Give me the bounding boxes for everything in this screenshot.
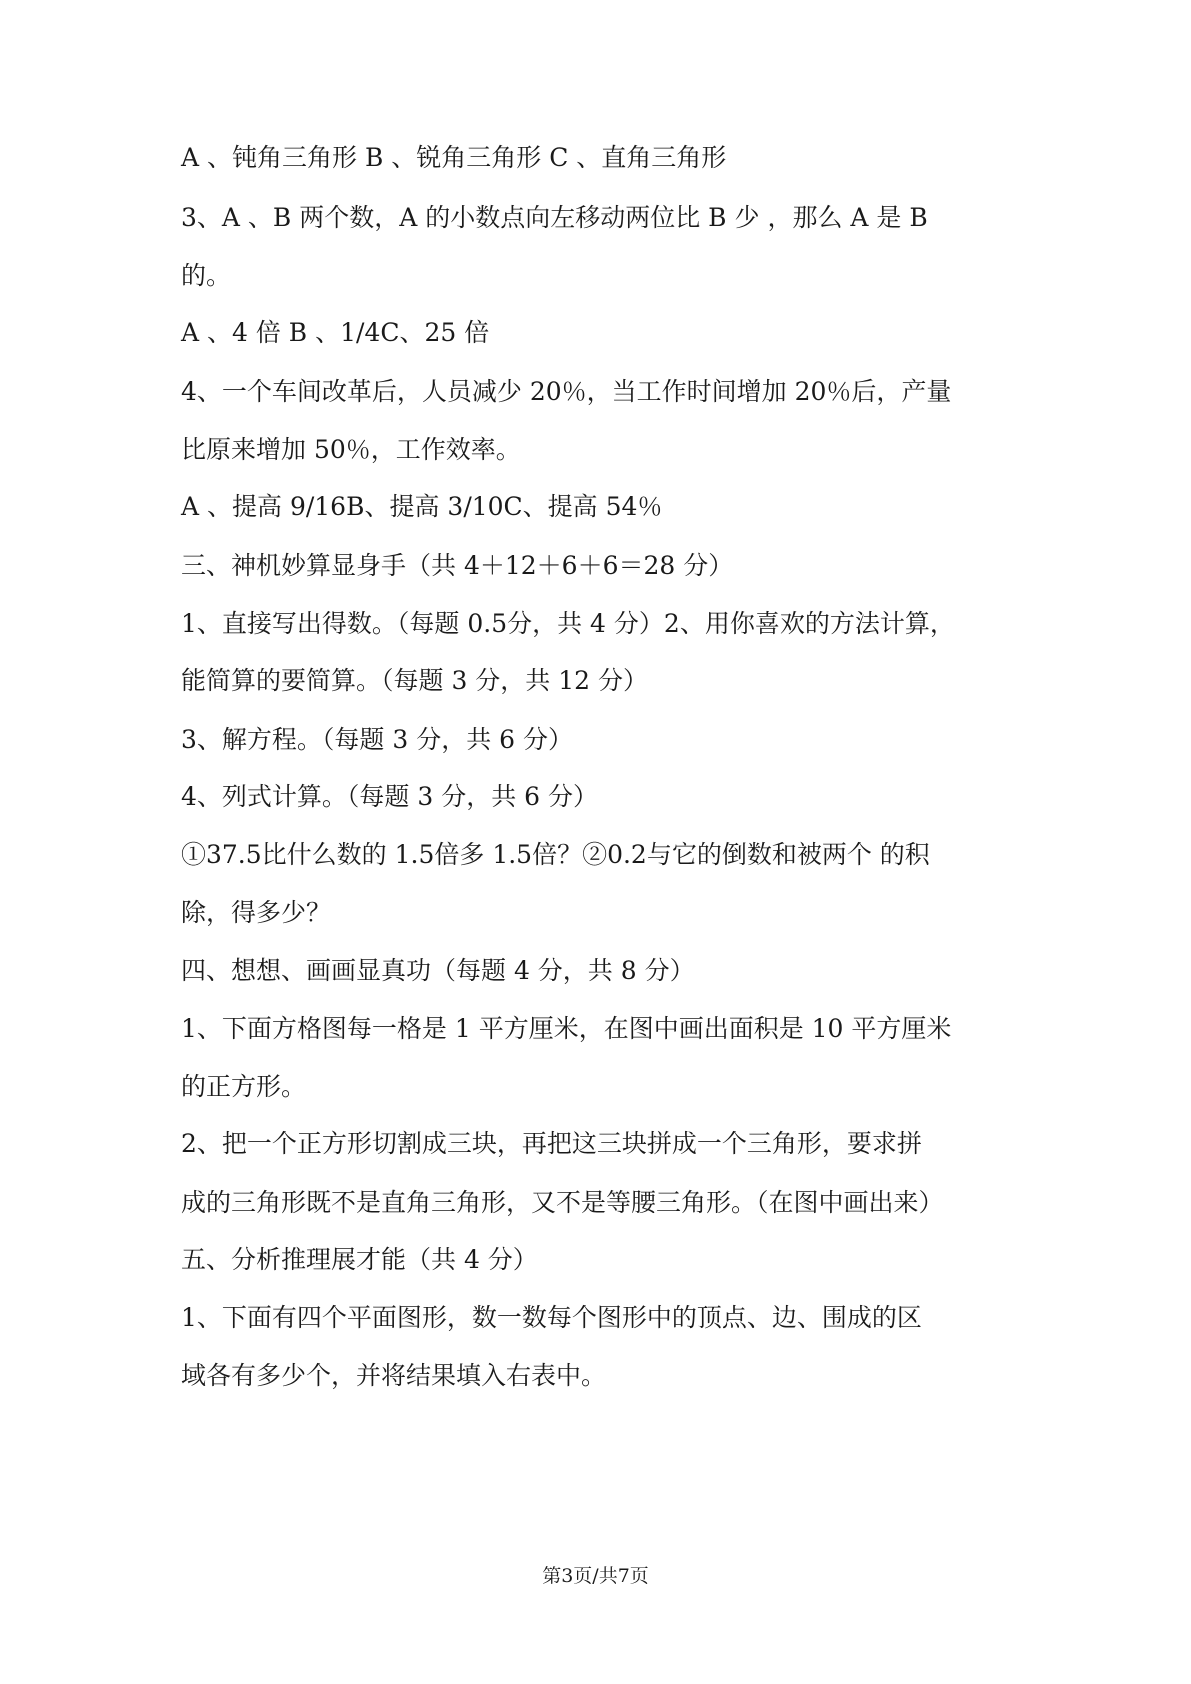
- text-line: ①37.5比什么数的 1.5倍多 1.5倍？②0.2与它的倒数和被两个 的积: [181, 840, 930, 869]
- text-line: 1、下面有四个平面图形，数一数每个图形中的顶点、边、围成的区: [181, 1303, 922, 1332]
- text-line: A 、4 倍 B 、1/4C、25 倍: [181, 318, 490, 347]
- section-heading: 四、想想、画画显真功（每题 4 分，共 8 分）: [181, 956, 695, 985]
- text-line: 3、解方程。（每题 3 分，共 6 分）: [181, 725, 574, 754]
- text-line: 成的三角形既不是直角三角形，又不是等腰三角形。（在图中画出来）: [181, 1188, 944, 1217]
- text-line: 1、直接写出得数。（每题 0.5分，共 4 分）2、用你喜欢的方法计算，: [181, 609, 955, 638]
- page-footer: 第3页/共7页: [542, 1565, 649, 1587]
- text-line: 4、一个车间改革后，人员减少 20％，当工作时间增加 20％后，产量: [181, 377, 952, 406]
- text-line: 的。: [181, 261, 232, 290]
- text-line: 4、列式计算。（每题 3 分，共 6 分）: [181, 782, 599, 811]
- text-line: 2、把一个正方形切割成三块，再把这三块拼成一个三角形，要求拼: [181, 1129, 922, 1158]
- text-line: 比原来增加 50％，工作效率。: [181, 435, 521, 464]
- text-line: A 、钝角三角形 B 、锐角三角形 C 、直角三角形: [181, 143, 727, 172]
- section-heading: 三、神机妙算显身手（共 4＋12＋6＋6＝28 分）: [181, 551, 734, 580]
- text-line: A 、提高 9/16B、提高 3/10C、提高 54％: [181, 492, 663, 521]
- text-line: 能简算的要简算。（每题 3 分，共 12 分）: [181, 666, 649, 695]
- section-heading: 五、分析推理展才能（共 4 分）: [181, 1245, 538, 1274]
- text-line: 的正方形。: [181, 1072, 307, 1101]
- text-line: 除，得多少？: [181, 898, 332, 927]
- text-line: 1、下面方格图每一格是 1 平方厘米，在图中画出面积是 10 平方厘米: [181, 1014, 952, 1043]
- text-line: 域各有多少个，并将结果填入右表中。: [181, 1361, 607, 1390]
- text-line: 3、A 、B 两个数，A 的小数点向左移动两位比 B 少 ，那么 A 是 B: [181, 203, 928, 232]
